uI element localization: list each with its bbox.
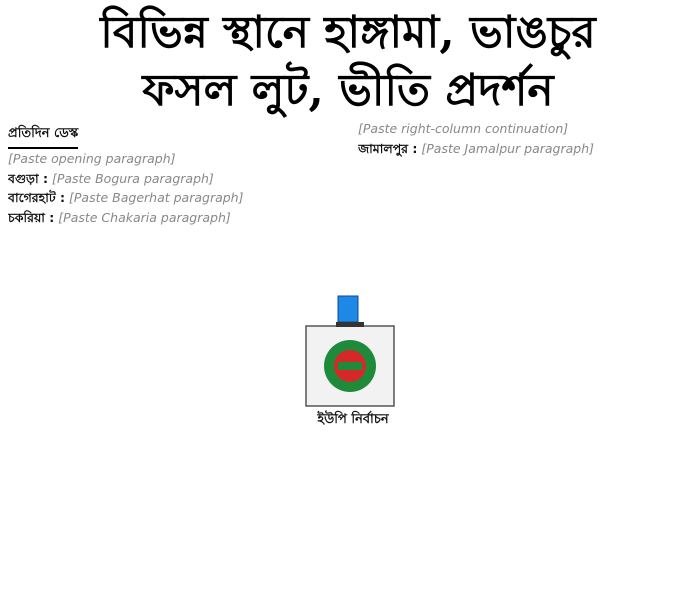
left-intro: [Paste opening paragraph]	[8, 151, 176, 166]
byline: প্রতিদিন ডেস্ক	[8, 124, 78, 149]
left-para-2: [Paste Bagerhat paragraph]	[69, 190, 244, 205]
right-column	[358, 120, 688, 606]
graphic-caption: ইউপি নির্বাচন	[298, 410, 408, 431]
left-lead-1: বগুড়া :	[8, 170, 48, 186]
left-lead-2: বাগেরহাট :	[8, 190, 66, 205]
ballot-box-graphic	[296, 292, 404, 412]
headline-line-1: বিভিন্ন স্থানে হাঙ্গামা, ভাঙচুর	[100, 7, 596, 58]
left-para-3: [Paste Chakaria paragraph]	[58, 209, 231, 225]
left-lead-3: চকরিয়া :	[8, 209, 55, 225]
right-lead-1: জামালপুর :	[358, 140, 418, 156]
right-para-1: [Paste right-column continuation]	[358, 121, 569, 136]
headline-line-2: ফসল লুট, ভীতি প্রদর্শন	[142, 65, 554, 116]
left-column	[8, 150, 344, 606]
headline	[8, 4, 688, 120]
left-para-1: [Paste Bogura paragraph]	[51, 170, 214, 186]
ballot-box-icon	[296, 292, 404, 412]
right-para-2: [Paste Jamalpur paragraph]	[421, 140, 595, 156]
